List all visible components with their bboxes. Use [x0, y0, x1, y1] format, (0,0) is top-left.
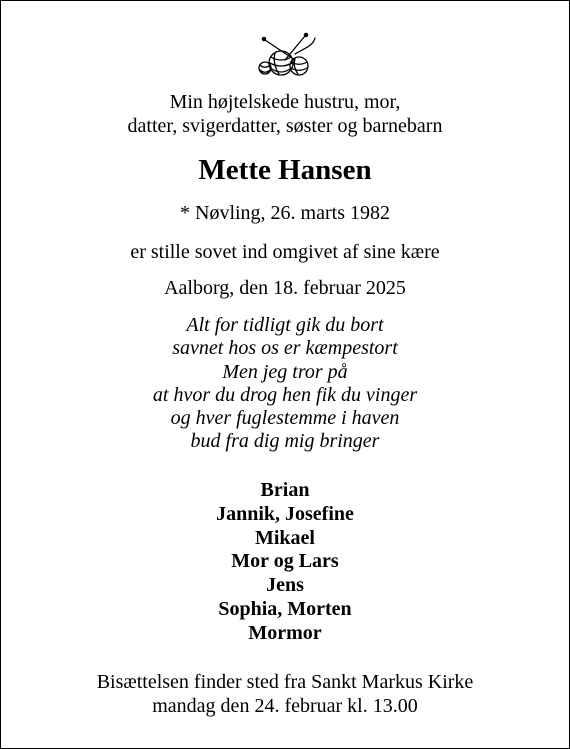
funeral-line: Bisættelsen finder sted fra Sankt Markus Kirke	[96, 671, 474, 693]
family-member: Brian	[260, 479, 310, 501]
poem-line: savnet hos os er kæmpestort	[172, 337, 398, 360]
deceased-name: Mette Hansen	[198, 154, 372, 186]
family-member: Jens	[266, 574, 304, 597]
intro-line: Min højtelskede hustru, mor,	[169, 91, 401, 113]
poem-line: og hver fuglestemme i haven	[170, 407, 400, 430]
funeral-line: mandag den 24. februar kl. 13.00	[152, 695, 418, 717]
family-member: Jannik, Josefine	[216, 502, 354, 525]
intro-text	[0, 90, 570, 138]
passed-line: er stille sovet ind omgivet af sine kære	[130, 241, 440, 263]
poem-line: Men jeg tror på	[222, 360, 348, 383]
family-member: Mor og Lars	[231, 550, 339, 573]
family-member: Sophia, Morten	[218, 597, 352, 620]
family-member: Mormor	[248, 621, 322, 644]
funeral-info	[0, 670, 570, 718]
poem-line: bud fra dig mig bringer	[190, 430, 380, 453]
poem-line: Alt for tidligt gik du bort	[186, 314, 384, 336]
yarn-balls-icon	[251, 30, 319, 80]
birth-line: * Nøvling, 26. marts 1982	[180, 202, 390, 224]
intro-line: datter, svigerdatter, søster og barnebarn	[127, 115, 443, 137]
poem-line: at hvor du drog hen fik du vinger	[152, 383, 418, 406]
poem	[0, 314, 570, 454]
family-member: Mikael	[255, 526, 315, 549]
family-list	[0, 479, 570, 646]
place-date-line: Aalborg, den 18. februar 2025	[164, 277, 406, 299]
